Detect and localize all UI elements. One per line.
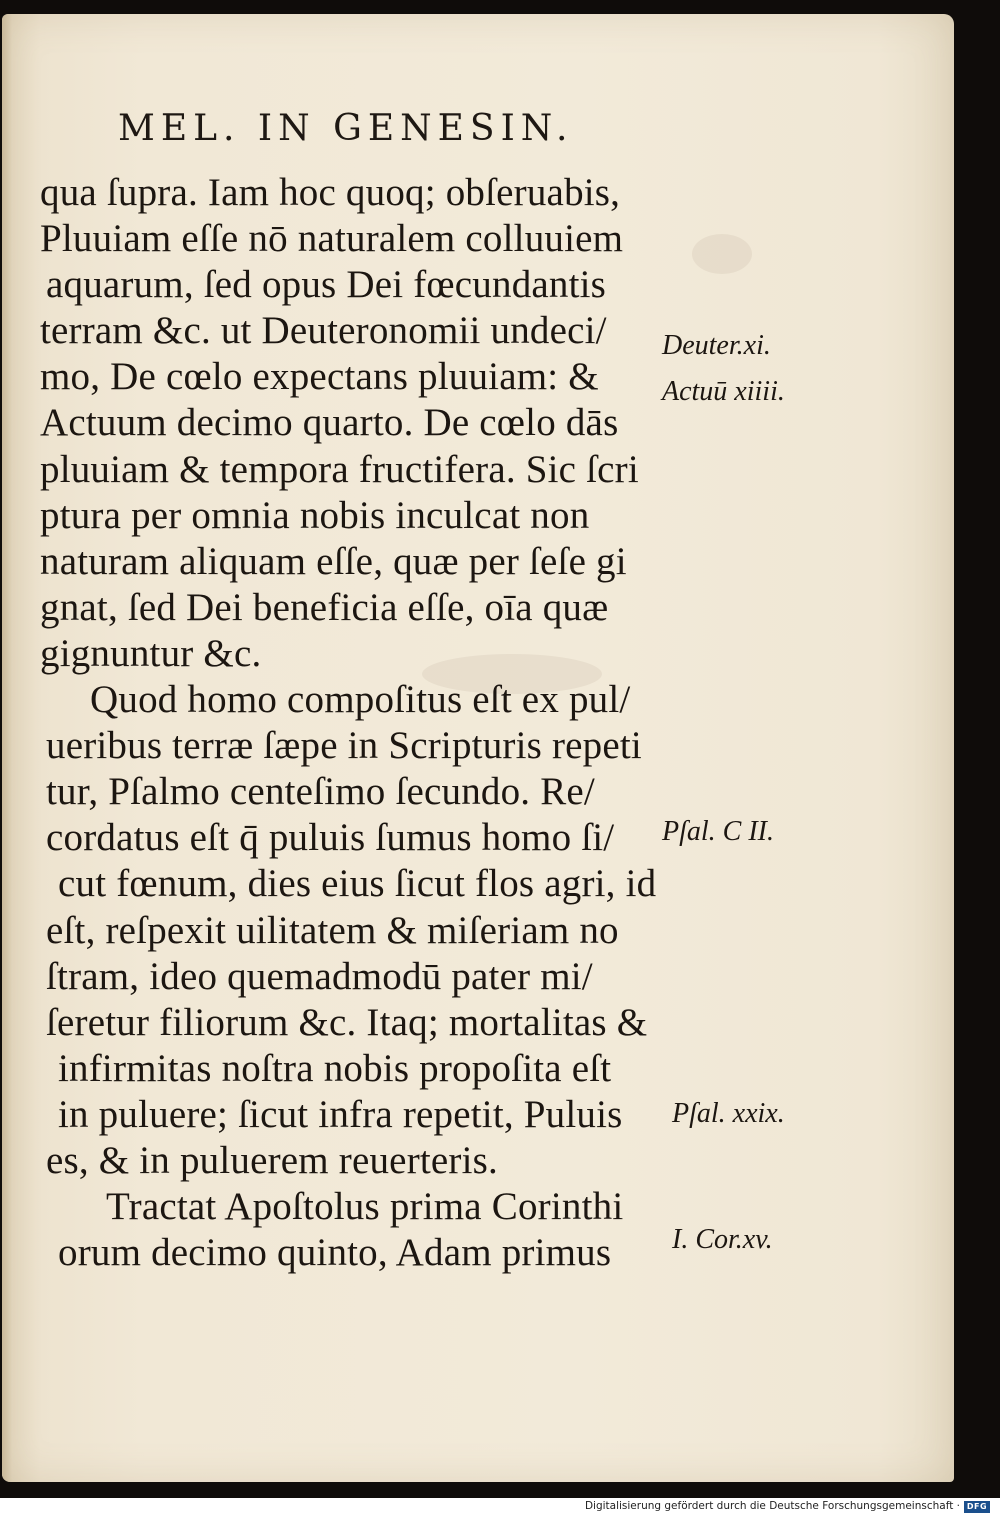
text-line: aquarum, ſed opus Dei fœcundantis: [46, 263, 607, 307]
text-line: gignuntur &c.: [40, 631, 262, 675]
text-line: in puluere; ſicut infra repetit, Puluis: [58, 1092, 623, 1136]
text-line: orum decimo quinto, Adam primus: [58, 1231, 612, 1275]
digitization-credit: Digitalisierung gefördert durch die Deutsche Forschungsgemeinschaft ·: [584, 1500, 960, 1512]
text-line: gnat, ſed Dei beneficia eſſe, oīa quæ: [40, 585, 609, 629]
text-line: infirmitas noſtra nobis propoſita eſt: [58, 1046, 612, 1090]
text-line: es, & in puluerem reuerteris.: [46, 1138, 498, 1182]
text-line: cut fœnum, dies eius ſicut flos agri, id: [58, 862, 657, 906]
text-line: ueribus terræ ſæpe in Scripturis repeti: [46, 724, 642, 768]
margin-note: Pſal. C II.: [662, 816, 774, 847]
text-line: cordatus eſt q̄ puluis ſumus homo ſi/: [46, 816, 615, 860]
page-edge: [2, 14, 12, 1482]
text-line: eſt, reſpexit uilitatem & miſeriam no: [46, 908, 619, 952]
dfg-logo: DFG: [964, 1501, 990, 1513]
running-head: MEL. IN GENESIN.: [118, 108, 574, 149]
text-line: pluuiam & tempora fructifera. Sic ſcri: [40, 447, 639, 491]
text-line: Pluuiam eſſe nō naturalem colluuiem: [40, 217, 624, 261]
text-line: Actuum decimo quarto. De cœlo dās: [40, 401, 619, 445]
text-line: Tractat Apoſtolus prima Corinthi: [106, 1185, 624, 1229]
text-line: naturam aliquam eſſe, quæ per ſeſe gi: [40, 539, 627, 583]
margin-note: Actuū xiiii.: [662, 376, 785, 407]
text-line: terram &c. ut Deuteronomii undeci/: [40, 309, 607, 353]
text-line: mo, De cœlo expectans pluuiam: &: [40, 355, 599, 399]
text-line: ſeretur filiorum &c. Itaq; mortalitas &: [46, 1000, 648, 1044]
margin-note: Pſal. xxix.: [672, 1098, 785, 1129]
text-line: tur, Pſalmo centeſimo ſecundo. Re/: [46, 770, 595, 814]
text-line: ſtram, ideo quemadmodū pater mi/: [46, 954, 593, 998]
text-line: qua ſupra. Iam hoc quoq; obſeruabis,: [40, 171, 621, 214]
text-line: ptura per omnia nobis inculcat non: [40, 493, 590, 537]
text-line: Quod homo compoſitus eſt ex pul/: [90, 678, 631, 722]
body-text: [40, 170, 660, 1276]
margin-note: I. Cor.xv.: [672, 1224, 773, 1255]
paper-stain: [692, 234, 752, 274]
margin-note: Deuter.xi.: [662, 330, 771, 361]
